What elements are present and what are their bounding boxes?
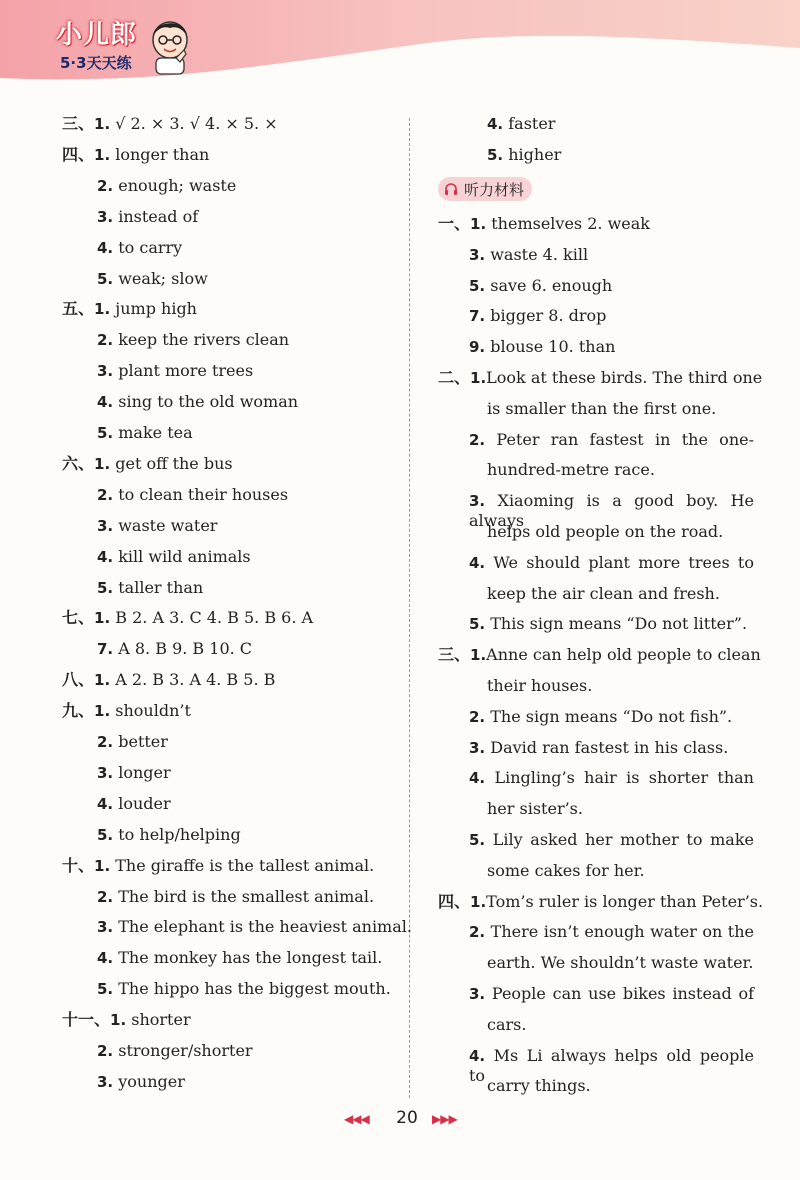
answer-line [438,891,764,912]
answer-line [469,553,754,573]
item-number: 7. [469,307,486,326]
answer-text: sing to the old woman [118,392,299,412]
answer-line [97,979,391,999]
answer-text: better [118,732,168,751]
answer-text: some cakes for her. [487,860,645,880]
section-number: 三、 [438,645,471,665]
item-number: 5. [97,980,114,999]
answer-line [469,922,754,942]
item-number: 4. [97,238,114,257]
item-number: 7. [97,640,114,659]
answer-line [487,399,716,419]
answer-text: is smaller than the first one. [487,398,717,418]
answer-line [97,547,251,567]
section-number: 三、 [62,114,95,133]
item-number: 4. [487,115,504,133]
item-number: 1. [94,671,111,690]
answer-text: keep the air clean and fresh. [487,583,720,603]
item-number: 3. [97,516,114,535]
answer-line [97,485,288,505]
answer-text: keep the rivers clean [118,330,290,350]
item-number: 4. [97,794,114,813]
answer-line [97,330,289,350]
answer-line [97,578,203,598]
answer-line [97,176,236,196]
answer-line [469,276,612,296]
item-number: 3. [469,738,486,757]
answer-line [97,1041,253,1061]
answer-line [97,948,382,968]
answer-text: carry things. [487,1076,591,1096]
answer-text: The elephant is the heaviest animal. [118,917,412,937]
answer-text: waste water [118,515,218,535]
answer-line [487,676,592,696]
item-number: 2. [469,707,486,726]
item-number: 2. [97,176,114,195]
answer-line [62,145,209,165]
section-number: 二、 [438,368,471,387]
answer-text: make tea [118,423,193,442]
item-number: 2. [469,923,486,942]
answer-text: faster [508,114,556,133]
item-number: 1. [94,115,111,133]
section-number: 七、 [62,608,95,628]
answer-line [487,114,555,134]
answer-line [487,584,720,604]
answer-line [97,392,298,412]
headphones-icon [443,181,459,197]
answer-line [487,861,645,881]
answer-text: helps old people on the road. [487,522,724,541]
answer-text: save 6. enough [490,275,613,295]
answer-text: higher [508,145,562,164]
answer-text: bigger 8. drop [490,306,607,326]
item-number: 3. [97,362,114,381]
answer-text: Xiaoming is a good boy. He always [469,491,754,531]
answer-text: plant more trees [118,361,254,381]
answer-line [62,856,374,876]
brand-title: 小儿郎 [56,20,138,50]
section-number: 十一、 [62,1010,111,1030]
item-number: 3. [97,763,114,782]
answer-text: We should plant more trees to [493,552,754,572]
answer-line [97,1072,185,1092]
item-number: 5. [97,269,114,288]
page-number: 20 [396,1108,418,1128]
answer-line [469,830,754,850]
answer-line [487,145,561,165]
item-number: 2. [97,485,114,504]
item-number: 5. [97,424,114,442]
item-number: 4. [469,553,486,572]
answer-line [62,299,197,319]
answer-line [469,245,588,265]
answer-text: hundred-metre race. [487,460,655,480]
brand-logo [50,8,200,78]
item-number: 5. [487,146,504,164]
answer-line [438,645,761,665]
item-number: 5. [469,615,486,634]
item-number: 1. [470,369,487,387]
section-number: 九、 [62,701,95,721]
brand-subtitle: 5·3天天练 [60,54,132,72]
answer-line [97,269,208,289]
answer-line [469,306,606,326]
answer-line [97,887,374,907]
answer-line [97,825,241,845]
section-number: 一、 [438,214,471,233]
item-number: 1. [470,892,487,911]
answer-line [62,114,278,134]
item-number: 4. [97,547,114,566]
answer-line [62,701,191,721]
item-number: 3. [97,1072,114,1091]
left-arrows-icon: ◀◀◀ [344,1112,369,1126]
item-number: 1. [470,215,487,233]
answer-text: enough; waste [118,175,237,195]
answer-text: their houses. [487,676,593,695]
answer-line [97,917,412,937]
answer-text: kill wild animals [118,546,251,566]
answer-text: David ran fastest in his class. [490,737,729,757]
answer-text: to carry [118,237,183,257]
answer-text: to help/helping [118,824,241,844]
answer-text: earth. We shouldn’t waste water. [487,953,754,973]
answer-line [438,368,763,388]
answer-text: themselves 2. weak [491,214,650,233]
section-number: 五、 [62,299,95,319]
answer-text: instead of [118,206,199,226]
answer-text: √ 2. × 3. √ 4. × 5. × [115,114,278,133]
answer-line [62,454,233,474]
answer-line [487,1076,591,1096]
answer-text: People can use bikes instead of [491,984,754,1003]
item-number: 4. [469,769,486,788]
item-number: 3. [469,985,486,1003]
item-number: 3. [97,207,114,226]
answer-text: longer than [115,144,210,164]
answer-line [97,639,252,659]
item-number: 2. [97,1042,114,1060]
answer-line [487,1015,526,1035]
item-number: 2. [469,430,486,449]
answer-line [469,768,754,788]
answer-text: A 2. B 3. A 4. B 5. B [115,670,276,690]
item-number: 1. [94,300,111,319]
section-number: 十、 [62,855,95,875]
answer-text: weak; slow [118,268,208,288]
item-number: 5. [469,276,486,295]
right-arrows-icon: ▶▶▶ [432,1112,457,1126]
answer-line [97,763,171,783]
item-number: 1. [94,856,111,875]
answer-text: younger [118,1071,185,1091]
answer-line [97,238,182,258]
answer-text: A 8. B 9. B 10. C [118,639,253,659]
page-footer [0,1108,800,1132]
item-number: 1. [110,1011,127,1030]
answer-text: waste 4. kill [490,244,589,264]
item-number: 3. [469,492,486,511]
answer-text: taller than [118,577,204,597]
item-number: 1. [94,702,111,721]
answer-text: Lingling’s hair is shorter than [494,768,754,788]
answer-text: louder [118,793,171,813]
answer-line [469,430,754,450]
answer-text: The monkey has the longest tail. [118,948,383,968]
answer-text: get off the bus [115,453,233,473]
answer-text: B 2. A 3. C 4. B 5. B 6. A [115,608,314,628]
answer-line [487,522,723,542]
answer-line [469,337,615,357]
item-number: 4. [97,949,114,968]
answer-text: Look at these birds. The third one [486,368,763,387]
section-number: 八、 [62,670,95,690]
answer-text: The hippo has the biggest mouth. [118,979,391,999]
item-number: 3. [469,245,486,264]
item-number: 4. [97,393,114,412]
answer-text: Anne can help old people to clean [486,645,761,665]
answer-line [97,732,168,752]
answer-line [487,799,583,819]
answer-text: Ms Li always helps old people to [469,1045,754,1085]
answer-line [487,953,754,973]
answer-text: jump high [115,299,197,319]
answer-text: shouldn’t [115,701,191,721]
answer-text: shorter [131,1010,191,1030]
listening-material-label: 听力材料 [464,181,525,199]
item-number: 2. [97,331,114,350]
item-number: 5. [97,825,114,844]
answer-text: Tom’s ruler is longer than Peter’s. [486,891,764,911]
answer-line [97,361,253,381]
item-number: 3. [97,918,114,937]
answer-text: cars. [487,1014,527,1034]
mascot-boy-icon [146,14,194,76]
answer-text: The giraffe is the tallest animal. [115,855,375,875]
answer-line [469,984,754,1004]
answer-line [62,670,275,690]
answer-text: blouse 10. than [490,337,616,357]
item-number: 1. [470,646,487,665]
item-number: 1. [94,145,111,164]
section-number: 四、 [62,144,95,164]
item-number: 5. [97,578,114,597]
answer-line [97,516,217,536]
header-band [0,0,800,90]
answer-text: Lily asked her mother to make [492,830,755,849]
answer-line [62,1010,191,1030]
item-number: 2. [97,887,114,906]
answer-text: Peter ran fastest in the one- [496,429,754,449]
answer-line [469,614,747,634]
item-number: 9. [469,338,486,357]
answer-line [97,423,193,443]
answer-text: The sign means “Do not fish”. [490,706,733,726]
answer-line [97,794,171,814]
answer-text: her sister’s. [487,799,583,819]
item-number: 4. [469,1046,486,1065]
answer-line [97,207,198,227]
answer-text: This sign means “Do not litter”. [490,614,748,634]
listening-material-tag [438,177,532,201]
item-number: 5. [469,831,486,849]
item-number: 1. [94,454,111,473]
item-number: 1. [94,609,111,628]
answer-line [62,608,313,628]
answer-text: longer [118,762,171,782]
answer-text: The bird is the smallest animal. [118,886,375,906]
answer-line [438,214,650,234]
section-number: 六、 [62,453,95,473]
answer-line [469,738,728,758]
item-number: 2. [97,733,114,751]
column-divider [409,118,410,1098]
answer-line [487,460,655,480]
answer-text: There isn’t enough water on the [490,922,754,942]
answer-text: to clean their houses [118,484,289,504]
answer-line [469,707,732,727]
answer-text: stronger/shorter [118,1041,253,1060]
section-number: 四、 [438,891,471,911]
